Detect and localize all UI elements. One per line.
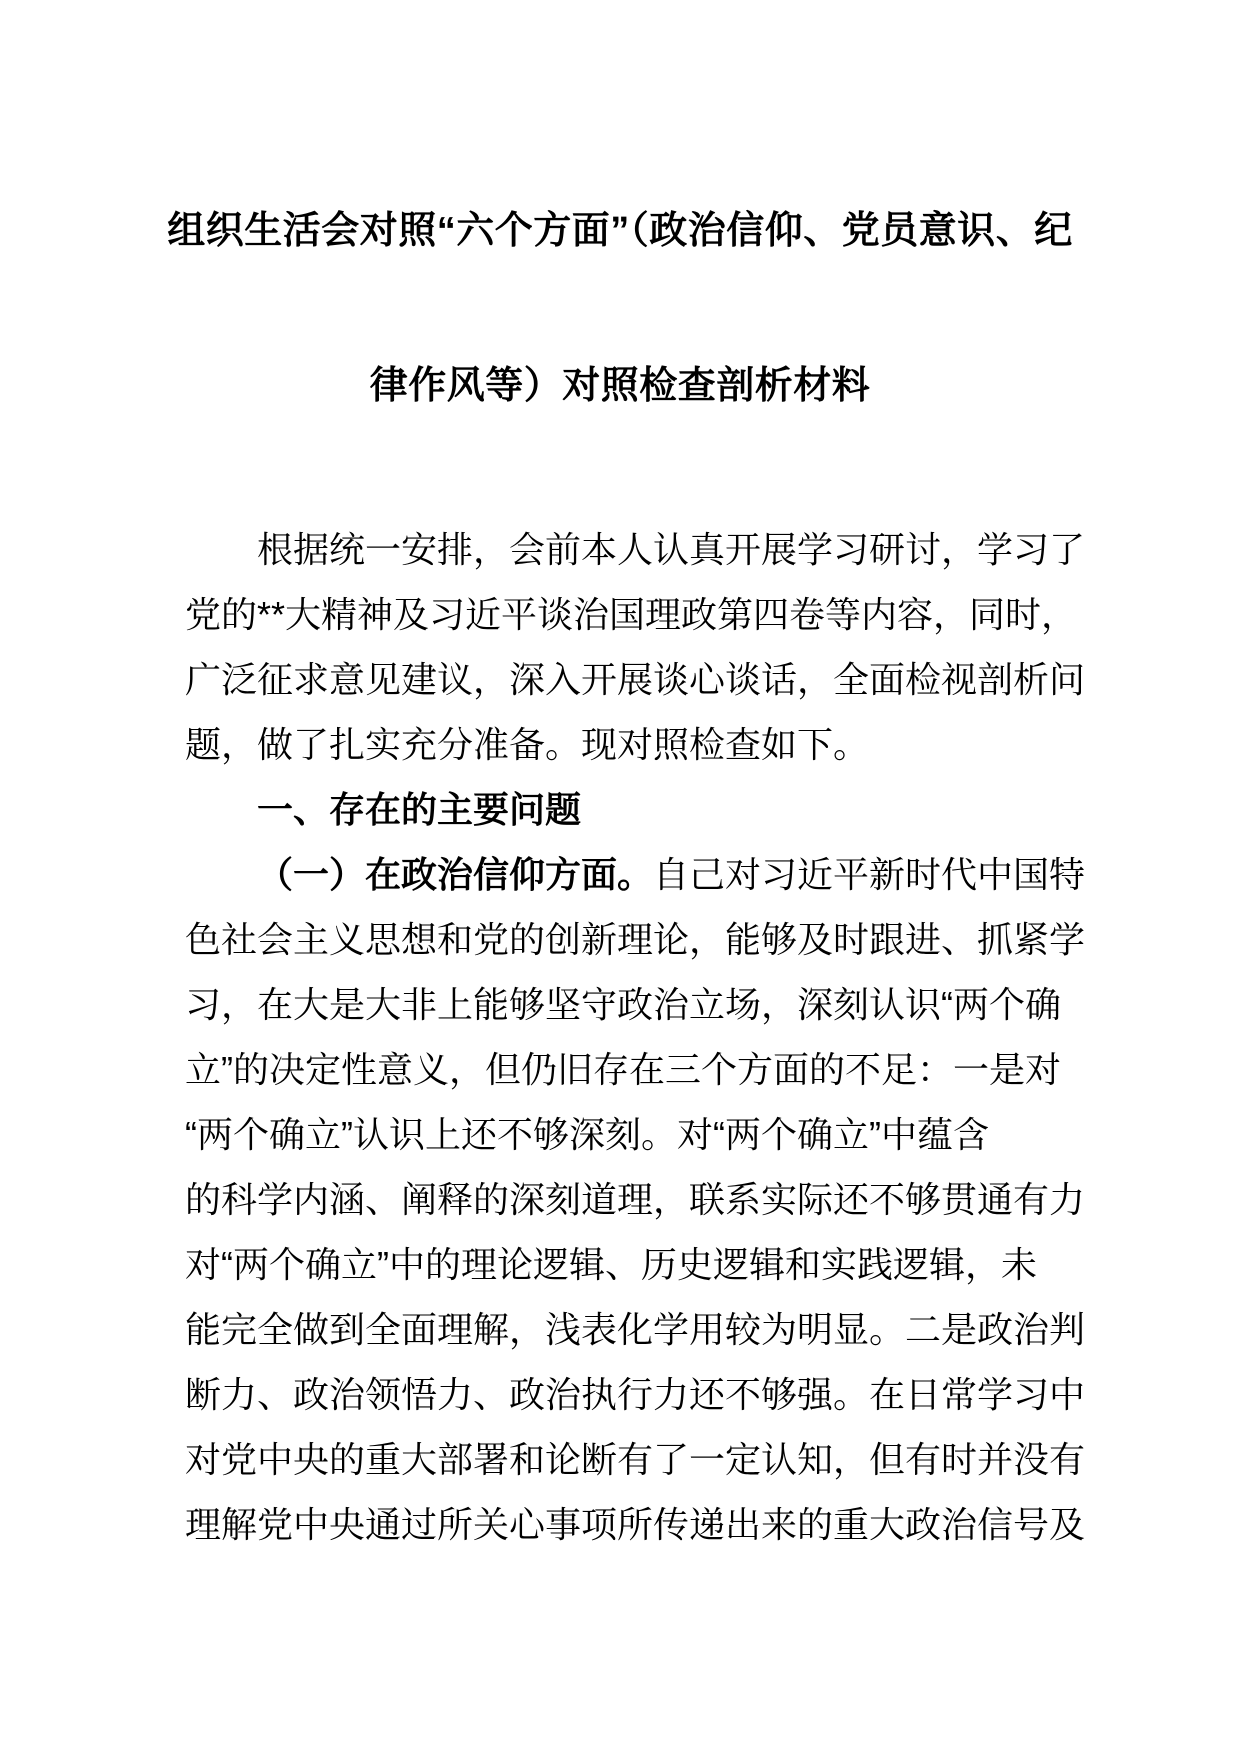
section-heading: 一、存在的主要问题 <box>257 789 582 830</box>
body-line: 断力、政治领悟力、政治执行力还不够强。在日常学习中 <box>185 1374 1086 1415</box>
body-line: “两个确立”认识上还不够深刻。对“两个确立”中蕴含 <box>185 1114 989 1155</box>
title-line-2: 律作风等）对照检查剖析材料 <box>369 365 871 407</box>
title-line-1: 组织生活会对照“六个方面”（政治信仰、党员意识、纪 <box>167 210 1073 252</box>
body-line: 对“两个确立”中的理论逻辑、历史逻辑和实践逻辑，未 <box>185 1244 1037 1285</box>
body-line: 习，在大是大非上能够坚守政治立场，深刻认识“两个确 <box>185 984 1061 1025</box>
intro-line-1: 根据统一安排，会前本人认真开展学习研讨，学习了 <box>257 529 1086 570</box>
body-line: 对党中央的重大部署和论断有了一定认知，但有时并没有 <box>185 1439 1086 1480</box>
body-line: 理解党中央通过所关心事项所传递出来的重大政治信号及 <box>185 1504 1086 1545</box>
subsection-lead-label: （一）在政治信仰方面。 <box>257 854 654 895</box>
body-line: 立”的决定性意义，但仍旧存在三个方面的不足：一是对 <box>185 1049 1061 1090</box>
intro-line-2: 党的**大精神及习近平谈治国理政第四卷等内容，同时， <box>185 594 1078 635</box>
body-line: 的科学内涵、阐释的深刻道理，联系实际还不够贯通有力 <box>185 1179 1086 1220</box>
document-title <box>0 0 1240 464</box>
body-line: 色社会主义思想和党的创新理论，能够及时跟进、抓紧学 <box>185 919 1086 960</box>
intro-line-4: 题，做了扎实充分准备。现对照检查如下。 <box>185 724 870 765</box>
subsection-lead-text: 自己对习近平新时代中国特 <box>653 854 1086 895</box>
subsection-lead-line <box>185 842 1086 907</box>
document-body <box>185 517 1086 1557</box>
body-line: 能完全做到全面理解，浅表化学用较为明显。二是政治判 <box>185 1309 1086 1350</box>
intro-line-3: 广泛征求意见建议，深入开展谈心谈话，全面检视剖析问 <box>185 659 1086 700</box>
